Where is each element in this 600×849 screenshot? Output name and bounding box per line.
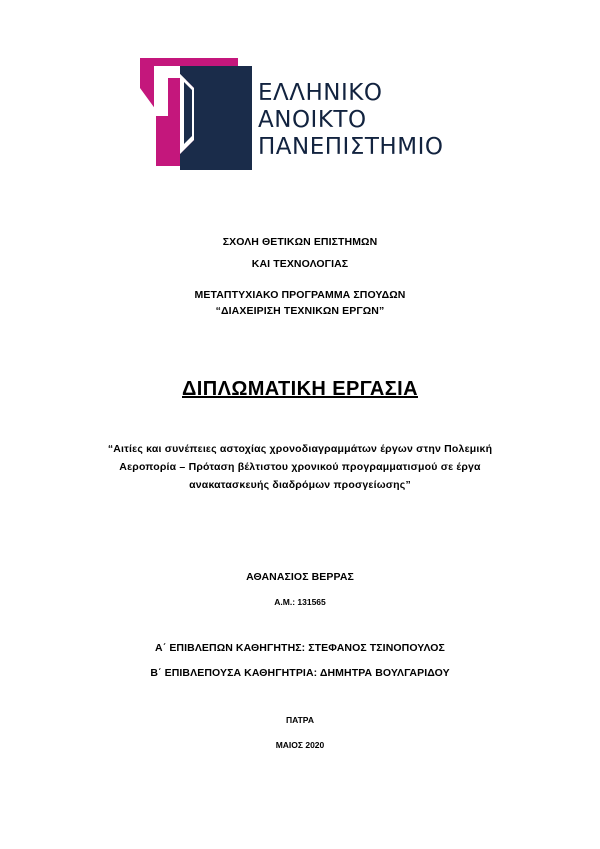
place-date: ΜΑΙΟΣ 2020 (275, 740, 325, 750)
program-name-line-2: “ΔΙΑΧΕΙΡΙΣΗ ΤΕΧΝΙΚΩΝ ΕΡΓΩΝ” (215, 305, 385, 317)
thesis-title-line-3: ανακατασκευής διαδρόμων προσγείωσης” (189, 479, 411, 491)
school-name-line-2: ΚΑΙ ΤΕΧΝΟΛΟΓΙΑΣ (251, 258, 349, 270)
place-city: ΠΑΤΡΑ (286, 715, 314, 725)
logo-line-2: ΑΝΟΙΚΤΟ (258, 107, 367, 133)
university-logo (140, 58, 445, 170)
program-name-line-1: ΜΕΤΑΠΤΥΧΙΑΚΟ ΠΡΟΓΡΑΜΜΑ ΣΠΟΥΔΩΝ (194, 289, 406, 301)
logo-mark-icon (140, 58, 252, 170)
second-supervisor: Β΄ ΕΠΙΒΛΕΠΟΥΣΑ ΚΑΘΗΓΗΤΡΙΑ: ΔΗΜΗΤΡΑ ΒΟΥΛΓΑΡΙΔΟΥ (150, 667, 450, 679)
logo-line-1: ΕΛΛΗΝΙΚΟ (258, 80, 383, 106)
logo-wordmark (258, 80, 443, 161)
logo-line-3: ΠΑΝΕΠΙΣΤΗΜΙΟ (258, 134, 444, 160)
student-id: Α.Μ.: 131565 (274, 597, 326, 607)
first-supervisor: Α΄ ΕΠΙΒΛΕΠΩΝ ΚΑΘΗΓΗΤΗΣ: ΣΤΕΦΑΝΟΣ ΤΣΙΝΟΠΟΥΛΟΣ (155, 642, 445, 654)
thesis-title-line-1: “Αιτίες και συνέπειες αστοχίας χρονοδιαγραμμάτων έργων στην Πολεμική (107, 443, 493, 455)
thesis-title-line-2: Αεροπορία – Πρόταση βέλτιστου χρονικού προγραμματισμού σε έργα (119, 461, 481, 473)
thesis-heading: ΔΙΠΛΩΜΑΤΙΚΗ ΕΡΓΑΣΙΑ (182, 378, 418, 400)
school-name-line-1: ΣΧΟΛΗ ΘΕΤΙΚΩΝ ΕΠΙΣΤΗΜΩΝ (222, 236, 378, 248)
author-name: ΑΘΑΝΑΣΙΟΣ ΒΕΡΡΑΣ (246, 571, 354, 583)
